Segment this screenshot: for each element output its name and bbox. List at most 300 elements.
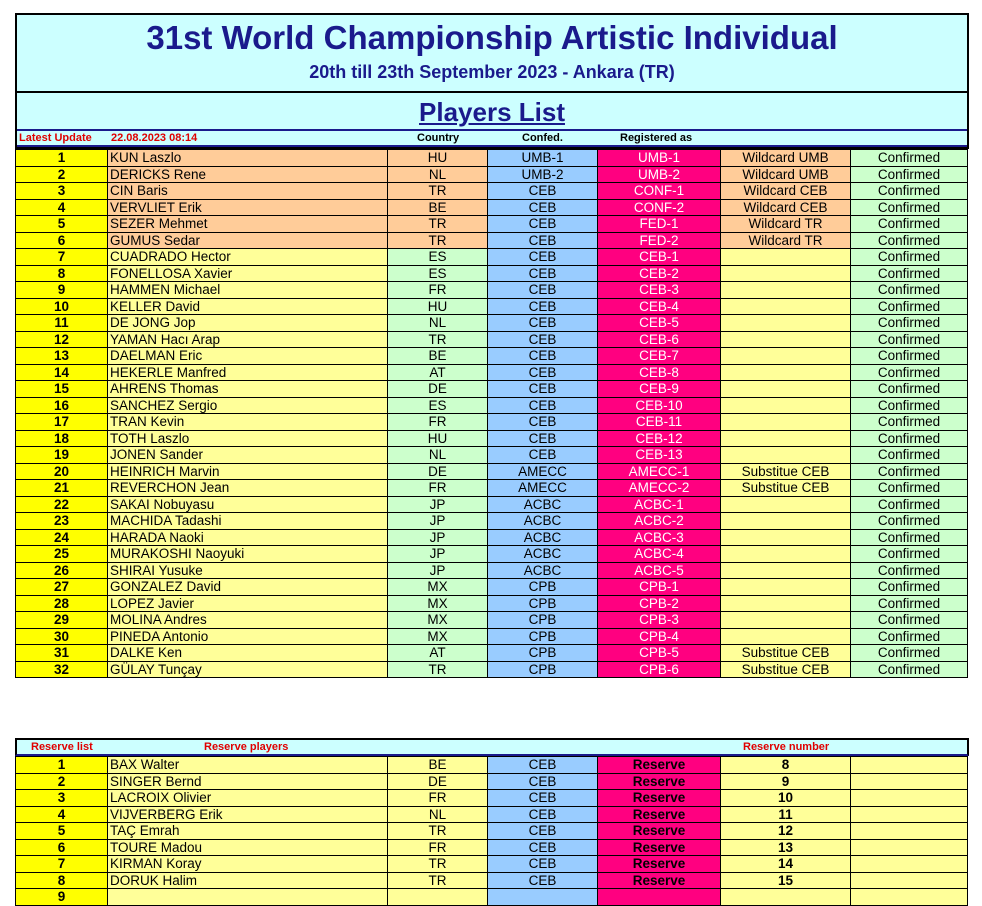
reserve-list-number: 6 (16, 839, 108, 856)
player-status: Confirmed (851, 199, 968, 216)
reserve-list-number: 2 (16, 773, 108, 790)
table-row (16, 546, 968, 563)
player-registered-as: CEB-3 (598, 282, 721, 299)
reserve-registered-as: Reserve (598, 806, 721, 823)
reserve-player-country: DE (388, 773, 488, 790)
players-list-title: Players List (17, 93, 967, 131)
reserve-empty-cell (851, 839, 968, 856)
reserve-number (721, 889, 851, 906)
table-row (16, 216, 968, 233)
table-row (16, 856, 968, 873)
table-row (16, 364, 968, 381)
player-confed: CEB (488, 447, 598, 464)
player-status: Confirmed (851, 298, 968, 315)
country-header: Country (417, 132, 460, 144)
page-title: 31st World Championship Artistic Individual (146, 19, 838, 56)
player-confed: CEB (488, 397, 598, 414)
player-registered-as: CONF-2 (598, 199, 721, 216)
reserve-number: 9 (721, 773, 851, 790)
player-country: JP (388, 496, 488, 513)
player-note: Substitue CEB (721, 480, 851, 497)
reserve-player-country: BE (388, 757, 488, 774)
table-row (16, 199, 968, 216)
column-header-row (17, 131, 967, 147)
player-note: Wildcard UMB (721, 166, 851, 183)
reserve-player-confed: CEB (488, 856, 598, 873)
reserve-empty-cell (851, 806, 968, 823)
players-table-body (16, 150, 968, 678)
table-row (16, 645, 968, 662)
player-registered-as: AMECC-1 (598, 463, 721, 480)
player-number: 21 (16, 480, 108, 497)
player-number: 16 (16, 397, 108, 414)
player-number: 19 (16, 447, 108, 464)
table-row (16, 595, 968, 612)
player-status: Confirmed (851, 480, 968, 497)
player-name: SAKAI Nobuyasu (108, 496, 388, 513)
player-number: 4 (16, 199, 108, 216)
player-status: Confirmed (851, 364, 968, 381)
player-country: FR (388, 414, 488, 431)
table-row (16, 249, 968, 266)
player-status: Confirmed (851, 661, 968, 678)
player-status: Confirmed (851, 529, 968, 546)
player-confed: CEB (488, 199, 598, 216)
player-registered-as: ACBC-1 (598, 496, 721, 513)
player-number: 8 (16, 265, 108, 282)
player-number: 3 (16, 183, 108, 200)
reserve-table-body (16, 757, 968, 906)
player-status: Confirmed (851, 414, 968, 431)
player-confed: CEB (488, 381, 598, 398)
table-row (16, 381, 968, 398)
reserve-list-number: 4 (16, 806, 108, 823)
player-name: DE JONG Jop (108, 315, 388, 332)
player-status: Confirmed (851, 331, 968, 348)
reserve-table (15, 756, 968, 906)
player-name: JONEN Sander (108, 447, 388, 464)
player-number: 29 (16, 612, 108, 629)
reserve-number: 13 (721, 839, 851, 856)
table-row (16, 513, 968, 530)
player-name: TRAN Kevin (108, 414, 388, 431)
table-row (16, 872, 968, 889)
table-row (16, 150, 968, 167)
reserve-registered-as: Reserve (598, 757, 721, 774)
player-note (721, 562, 851, 579)
player-registered-as: CPB-1 (598, 579, 721, 596)
player-registered-as: CEB-10 (598, 397, 721, 414)
player-number: 17 (16, 414, 108, 431)
player-confed: CEB (488, 414, 598, 431)
player-number: 10 (16, 298, 108, 315)
reserve-player-name: KIRMAN Koray (108, 856, 388, 873)
player-confed: CPB (488, 628, 598, 645)
player-note: Wildcard TR (721, 216, 851, 233)
player-number: 30 (16, 628, 108, 645)
player-number: 7 (16, 249, 108, 266)
reserve-number-header: Reserve number (743, 741, 830, 753)
player-name: VERVLIET Erik (108, 199, 388, 216)
reserve-player-confed: CEB (488, 806, 598, 823)
reserve-registered-as: Reserve (598, 839, 721, 856)
player-name: GUMUS Sedar (108, 232, 388, 249)
player-number: 12 (16, 331, 108, 348)
reserve-empty-cell (851, 757, 968, 774)
player-country: DE (388, 381, 488, 398)
player-registered-as: CEB-7 (598, 348, 721, 365)
table-row (16, 773, 968, 790)
reserve-list-number: 1 (16, 757, 108, 774)
player-name: HEINRICH Marvin (108, 463, 388, 480)
player-registered-as: CEB-11 (598, 414, 721, 431)
table-row (16, 579, 968, 596)
reserve-player-country: TR (388, 872, 488, 889)
player-status: Confirmed (851, 513, 968, 530)
player-country: TR (388, 232, 488, 249)
player-name: HARADA Naoki (108, 529, 388, 546)
reserve-list-number: 5 (16, 823, 108, 840)
players-sheet (15, 13, 969, 678)
table-row (16, 183, 968, 200)
player-confed: ACBC (488, 496, 598, 513)
player-note (721, 315, 851, 332)
reserve-empty-cell (851, 773, 968, 790)
player-note (721, 595, 851, 612)
player-country: MX (388, 628, 488, 645)
player-confed: CPB (488, 579, 598, 596)
player-country: HU (388, 430, 488, 447)
player-name: HEKERLE Manfred (108, 364, 388, 381)
player-registered-as: CONF-1 (598, 183, 721, 200)
player-number: 2 (16, 166, 108, 183)
player-status: Confirmed (851, 430, 968, 447)
player-status: Confirmed (851, 579, 968, 596)
reserve-player-confed: CEB (488, 839, 598, 856)
reserve-player-country: FR (388, 839, 488, 856)
player-status: Confirmed (851, 628, 968, 645)
player-confed: CEB (488, 298, 598, 315)
player-confed: CEB (488, 430, 598, 447)
player-status: Confirmed (851, 612, 968, 629)
player-name: MURAKOSHI Naoyuki (108, 546, 388, 563)
player-note (721, 430, 851, 447)
reserve-player-name: TAÇ Emrah (108, 823, 388, 840)
player-status: Confirmed (851, 232, 968, 249)
player-status: Confirmed (851, 166, 968, 183)
reserve-registered-as: Reserve (598, 773, 721, 790)
table-row (16, 612, 968, 629)
reserve-empty-cell (851, 889, 968, 906)
reserve-player-name: TOURE Madou (108, 839, 388, 856)
player-status: Confirmed (851, 150, 968, 167)
player-country: NL (388, 447, 488, 464)
player-confed: CPB (488, 595, 598, 612)
player-registered-as: CEB-1 (598, 249, 721, 266)
table-row (16, 331, 968, 348)
player-country: MX (388, 612, 488, 629)
event-dates: 20th till 23th September 2023 - Ankara (TR) (17, 57, 967, 93)
player-status: Confirmed (851, 496, 968, 513)
player-country: AT (388, 364, 488, 381)
reserve-empty-cell (851, 856, 968, 873)
player-name: GONZALEZ David (108, 579, 388, 596)
table-row (16, 166, 968, 183)
reserve-number: 15 (721, 872, 851, 889)
player-registered-as: CPB-6 (598, 661, 721, 678)
reserve-registered-as (598, 889, 721, 906)
player-note: Substitue CEB (721, 645, 851, 662)
player-country: TR (388, 661, 488, 678)
reserve-registered-as: Reserve (598, 872, 721, 889)
player-name: DAELMAN Eric (108, 348, 388, 365)
reserve-player-country: NL (388, 806, 488, 823)
latest-update-value: 22.08.2023 08:14 (111, 132, 198, 144)
player-status: Confirmed (851, 463, 968, 480)
player-number: 31 (16, 645, 108, 662)
table-row (16, 806, 968, 823)
player-status: Confirmed (851, 265, 968, 282)
player-note (721, 579, 851, 596)
table-row (16, 790, 968, 807)
player-name: FONELLOSA Xavier (108, 265, 388, 282)
player-registered-as: ACBC-5 (598, 562, 721, 579)
player-number: 13 (16, 348, 108, 365)
reserve-player-name: VIJVERBERG Erik (108, 806, 388, 823)
players-table (15, 149, 968, 678)
player-country: HU (388, 298, 488, 315)
player-number: 20 (16, 463, 108, 480)
player-registered-as: CPB-3 (598, 612, 721, 629)
reserve-empty-cell (851, 872, 968, 889)
player-country: NL (388, 166, 488, 183)
reserve-player-confed: CEB (488, 757, 598, 774)
reserve-player-confed: CEB (488, 790, 598, 807)
player-note: Wildcard TR (721, 232, 851, 249)
table-row (16, 529, 968, 546)
reserve-list-number: 3 (16, 790, 108, 807)
table-row (16, 315, 968, 332)
reserve-number: 12 (721, 823, 851, 840)
player-note (721, 348, 851, 365)
reserve-player-name (108, 889, 388, 906)
player-name: DERICKS Rene (108, 166, 388, 183)
player-number: 26 (16, 562, 108, 579)
player-registered-as: CPB-5 (598, 645, 721, 662)
player-name: SEZER Mehmet (108, 216, 388, 233)
player-country: BE (388, 348, 488, 365)
player-confed: CEB (488, 282, 598, 299)
reserve-registered-as: Reserve (598, 856, 721, 873)
player-confed: CPB (488, 645, 598, 662)
player-registered-as: ACBC-3 (598, 529, 721, 546)
player-country: JP (388, 546, 488, 563)
player-name: MOLINA Andres (108, 612, 388, 629)
reserve-header-row (15, 738, 969, 756)
player-name: HAMMEN Michael (108, 282, 388, 299)
player-registered-as: AMECC-2 (598, 480, 721, 497)
reserve-list-header: Reserve list (31, 741, 93, 753)
table-row (16, 447, 968, 464)
player-country: TR (388, 331, 488, 348)
reserve-player-name: BAX Walter (108, 757, 388, 774)
player-country: BE (388, 199, 488, 216)
player-note (721, 628, 851, 645)
table-row (16, 265, 968, 282)
player-confed: ACBC (488, 562, 598, 579)
player-country: ES (388, 265, 488, 282)
player-status: Confirmed (851, 546, 968, 563)
reserve-player-country: TR (388, 823, 488, 840)
player-number: 25 (16, 546, 108, 563)
player-country: MX (388, 595, 488, 612)
player-name: CIN Baris (108, 183, 388, 200)
player-name: REVERCHON Jean (108, 480, 388, 497)
reserve-player-confed: CEB (488, 872, 598, 889)
registered-as-header: Registered as (620, 132, 693, 144)
player-status: Confirmed (851, 348, 968, 365)
player-note (721, 414, 851, 431)
player-name: PINEDA Antonio (108, 628, 388, 645)
confed-header: Confed. (522, 132, 563, 144)
player-note (721, 331, 851, 348)
player-number: 23 (16, 513, 108, 530)
player-country: HU (388, 150, 488, 167)
reserve-number: 10 (721, 790, 851, 807)
player-country: ES (388, 397, 488, 414)
table-row (16, 397, 968, 414)
player-number: 32 (16, 661, 108, 678)
player-confed: CEB (488, 364, 598, 381)
player-registered-as: CEB-8 (598, 364, 721, 381)
player-country: DE (388, 463, 488, 480)
player-country: AT (388, 645, 488, 662)
player-name: MACHIDA Tadashi (108, 513, 388, 530)
player-name: KUN Laszlo (108, 150, 388, 167)
player-note (721, 298, 851, 315)
player-registered-as: CEB-6 (598, 331, 721, 348)
player-registered-as: FED-2 (598, 232, 721, 249)
reserve-player-name: DORUK Halim (108, 872, 388, 889)
player-note (721, 496, 851, 513)
player-name: YAMAN Hacı Arap (108, 331, 388, 348)
player-country: JP (388, 562, 488, 579)
player-registered-as: CEB-5 (598, 315, 721, 332)
table-row (16, 480, 968, 497)
player-note: Wildcard CEB (721, 183, 851, 200)
player-confed: AMECC (488, 463, 598, 480)
player-confed: ACBC (488, 529, 598, 546)
reserve-player-country: FR (388, 790, 488, 807)
player-registered-as: CEB-4 (598, 298, 721, 315)
player-country: FR (388, 480, 488, 497)
player-registered-as: UMB-1 (598, 150, 721, 167)
player-status: Confirmed (851, 397, 968, 414)
sheet-header (15, 13, 969, 149)
player-note (721, 282, 851, 299)
player-country: FR (388, 282, 488, 299)
player-number: 1 (16, 150, 108, 167)
player-number: 14 (16, 364, 108, 381)
player-number: 18 (16, 430, 108, 447)
player-confed: AMECC (488, 480, 598, 497)
table-row (16, 430, 968, 447)
player-number: 11 (16, 315, 108, 332)
player-status: Confirmed (851, 562, 968, 579)
player-name: CUADRADO Hector (108, 249, 388, 266)
player-registered-as: CEB-13 (598, 447, 721, 464)
reserve-number: 8 (721, 757, 851, 774)
player-number: 22 (16, 496, 108, 513)
table-row (16, 628, 968, 645)
reserve-player-confed: CEB (488, 823, 598, 840)
player-registered-as: CEB-2 (598, 265, 721, 282)
player-name: LOPEZ Javier (108, 595, 388, 612)
table-row (16, 282, 968, 299)
reserve-list-number: 9 (16, 889, 108, 906)
player-name: KELLER David (108, 298, 388, 315)
player-country: NL (388, 315, 488, 332)
player-confed: ACBC (488, 546, 598, 563)
table-row (16, 232, 968, 249)
player-confed: UMB-2 (488, 166, 598, 183)
player-country: ES (388, 249, 488, 266)
player-number: 15 (16, 381, 108, 398)
player-confed: CEB (488, 249, 598, 266)
table-row (16, 823, 968, 840)
player-country: JP (388, 513, 488, 530)
reserve-empty-cell (851, 790, 968, 807)
player-name: GÜLAY Tunçay (108, 661, 388, 678)
player-note (721, 364, 851, 381)
player-registered-as: ACBC-4 (598, 546, 721, 563)
player-number: 24 (16, 529, 108, 546)
player-status: Confirmed (851, 381, 968, 398)
table-row (16, 463, 968, 480)
reserve-player-country: TR (388, 856, 488, 873)
table-row (16, 496, 968, 513)
player-number: 27 (16, 579, 108, 596)
player-status: Confirmed (851, 282, 968, 299)
player-confed: CEB (488, 183, 598, 200)
player-note (721, 513, 851, 530)
player-name: SHIRAI Yusuke (108, 562, 388, 579)
player-country: MX (388, 579, 488, 596)
table-row (16, 889, 968, 906)
player-country: TR (388, 216, 488, 233)
reserve-empty-cell (851, 823, 968, 840)
latest-update-label: Latest Update (19, 132, 92, 144)
player-note: Wildcard CEB (721, 199, 851, 216)
player-note (721, 249, 851, 266)
player-name: SANCHEZ Sergio (108, 397, 388, 414)
player-registered-as: ACBC-2 (598, 513, 721, 530)
reserve-registered-as: Reserve (598, 790, 721, 807)
player-status: Confirmed (851, 315, 968, 332)
reserve-list-number: 7 (16, 856, 108, 873)
player-country: TR (388, 183, 488, 200)
table-row (16, 298, 968, 315)
player-note (721, 397, 851, 414)
player-registered-as: CEB-9 (598, 381, 721, 398)
player-confed: CEB (488, 315, 598, 332)
player-status: Confirmed (851, 183, 968, 200)
player-note (721, 529, 851, 546)
player-status: Confirmed (851, 447, 968, 464)
player-number: 5 (16, 216, 108, 233)
reserve-player-name: SINGER Bernd (108, 773, 388, 790)
reserve-number: 11 (721, 806, 851, 823)
